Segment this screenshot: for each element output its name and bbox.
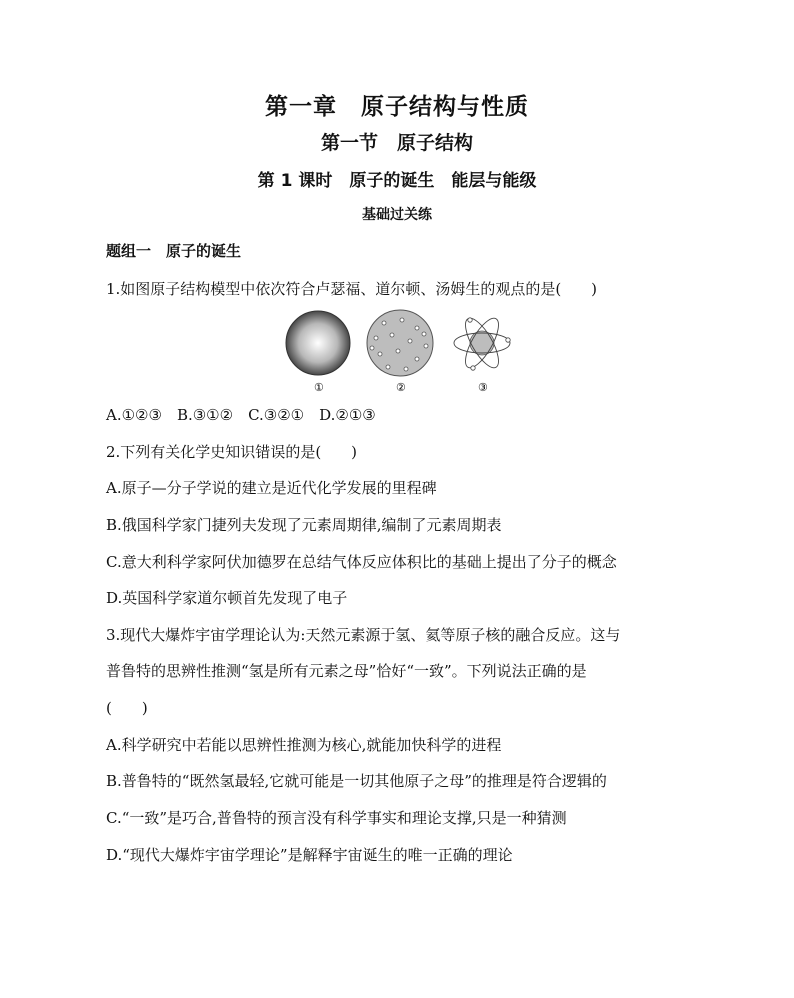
atom-models-figure (280, 308, 520, 398)
figure-label-2: ② (396, 381, 406, 394)
figure-label-3: ③ (478, 381, 488, 394)
nuclear-orbit-model-icon (454, 314, 510, 372)
question-2-stem: 2.下列有关化学史知识错误的是( ) (106, 443, 358, 461)
question-2-option-a: A.原子—分子学说的建立是近代化学发展的里程碑 (106, 479, 437, 497)
question-3-option-c: C.“一致”是巧合,普鲁特的预言没有科学事实和理论支撑,只是一种猜测 (106, 809, 567, 827)
question-3-stem-line-3: ( ) (106, 699, 148, 717)
question-2-option-b: B.俄国科学家门捷列夫发现了元素周期律,编制了元素周期表 (106, 516, 502, 534)
question-2-option-c: C.意大利科学家阿伏加德罗在总结气体反应体积比的基础上提出了分子的概念 (106, 553, 617, 571)
question-3-option-a: A.科学研究中若能以思辨性推测为核心,就能加快科学的进程 (106, 736, 502, 754)
question-3-option-d: D.“现代大爆炸宇宙学理论”是解释宇宙诞生的唯一正确的理论 (106, 846, 513, 864)
figure-label-1: ① (314, 381, 324, 394)
solid-sphere-model-icon (286, 311, 350, 375)
question-3-stem-line-2: 普鲁特的思辨性推测“氢是所有元素之母”恰好“一致”。下列说法正确的是 (106, 662, 587, 680)
chapter-title: 第一章 原子结构与性质 (265, 94, 529, 120)
question-1-stem: 1.如图原子结构模型中依次符合卢瑟福、道尔顿、汤姆生的观点的是( ) (106, 280, 598, 298)
group-title: 题组一 原子的诞生 (106, 242, 242, 260)
question-2-option-d: D.英国科学家道尔顿首先发现了电子 (106, 589, 348, 607)
question-1-options: A.①②③ B.③①② C.③②① D.②①③ (106, 406, 376, 424)
lesson-title: 第 1 课时 原子的诞生 能层与能级 (257, 171, 537, 191)
practice-title: 基础过关练 (362, 207, 432, 223)
section-title: 第一节 原子结构 (320, 132, 473, 154)
plum-pudding-model-icon (367, 310, 433, 376)
question-3-stem-line-1: 3.现代大爆炸宇宙学理论认为:天然元素源于氢、氦等原子核的融合反应。这与 (106, 626, 621, 644)
question-3-option-b: B.普鲁特的“既然氢最轻,它就可能是一切其他原子之母”的推理是符合逻辑的 (106, 772, 607, 790)
